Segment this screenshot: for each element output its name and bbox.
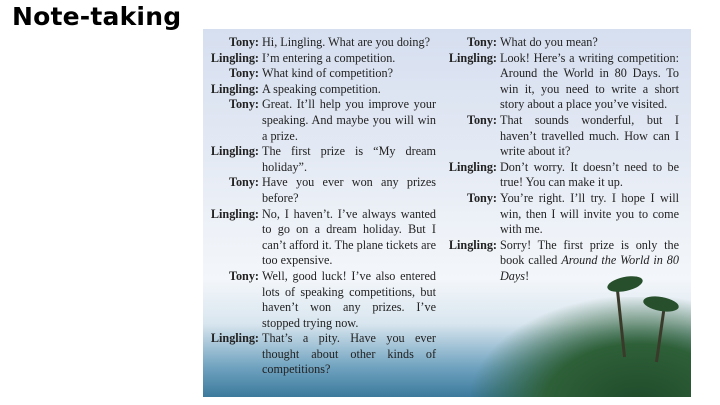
- speaker-name: Lingling:: [448, 159, 497, 174]
- speaker-name: Lingling:: [448, 50, 497, 65]
- line-text: No, I haven’t. I’ve always wanted to go on a dream holiday. But I can’t afford it. The plane tickets are too expensive.: [262, 206, 436, 268]
- speaker-name: Tony:: [228, 35, 259, 49]
- speaker-name: Lingling:: [448, 237, 497, 252]
- line-text: Hi, Lingling. What are you doing?: [262, 35, 430, 49]
- dialogue-line: [445, 160, 679, 191]
- speaker-name: Tony:: [466, 112, 497, 127]
- speaker-name: Lingling:: [210, 144, 259, 159]
- speaker-name: Tony:: [228, 175, 259, 190]
- dialogue-line: [206, 35, 436, 51]
- line-text: Well, good luck! I’ve also entered lots of speaking competitions, but haven’t won any prizes. I’ve stopped trying now.: [262, 268, 436, 330]
- dialogue-line: [206, 207, 436, 269]
- line-text: Don’t worry. It doesn’t need to be true! You can make it up.: [500, 159, 679, 190]
- line-text: A speaking competition.: [262, 81, 381, 96]
- speaker-name: Tony:: [466, 190, 497, 205]
- dialogue-line: [445, 238, 679, 285]
- dialogue-left-column: [206, 35, 436, 378]
- dialogue-line: [445, 113, 679, 160]
- line-text: Great. It’ll help you improve your speaking. And maybe you will win a prize.: [262, 97, 436, 143]
- page-title: Note-taking: [12, 2, 182, 31]
- dialogue-line: [445, 51, 679, 113]
- dialogue-line: [206, 51, 436, 67]
- dialogue-line: [206, 82, 436, 98]
- speaker-name: Tony:: [228, 66, 259, 81]
- dialogue-line: [445, 35, 679, 51]
- speaker-name: Tony:: [228, 268, 259, 283]
- dialogue-line: [206, 269, 436, 331]
- line-text: The first prize is “My dream holiday”.: [262, 144, 436, 174]
- line-text-part: !: [525, 268, 530, 283]
- dialogue-right-column: [445, 35, 679, 285]
- dialogue-line: [445, 191, 679, 238]
- speaker-name: Tony:: [466, 35, 497, 49]
- line-text: That sounds wonderful, but I haven’t travelled much. How can I write about it?: [500, 112, 679, 159]
- speaker-name: Lingling:: [210, 81, 259, 96]
- line-text-part: Sorry! The first prize is only the book called: [500, 237, 679, 268]
- line-text: What kind of competition?: [262, 66, 393, 81]
- line-text: That’s a pity. Have you ever thought about other kinds of competitions?: [262, 331, 436, 377]
- line-text: Look! Here’s a writing competition: Around the World in 80 Days. To win it, you need to write a short story about a place you’ve visited.: [500, 50, 679, 112]
- speaker-name: Lingling:: [210, 331, 259, 346]
- line-text: Have you ever won any prizes before?: [262, 175, 436, 205]
- dialogue-line: [206, 331, 436, 378]
- dialogue-line: [206, 66, 436, 82]
- speaker-name: Tony:: [228, 97, 259, 112]
- line-text: What do you mean?: [500, 35, 598, 49]
- book-title: Around the World in 80 Days: [500, 253, 679, 283]
- dialogue-line: [206, 97, 436, 144]
- dialogue-line: [206, 175, 436, 206]
- speaker-name: Lingling:: [210, 50, 259, 65]
- line-text: [500, 238, 679, 285]
- speaker-name: Lingling:: [210, 206, 259, 221]
- dialogue-line: [206, 144, 436, 175]
- line-text: You’re right. I’ll try. I hope I will win, then I will invite you to come with me.: [500, 190, 679, 237]
- line-text: I’m entering a competition.: [262, 50, 396, 65]
